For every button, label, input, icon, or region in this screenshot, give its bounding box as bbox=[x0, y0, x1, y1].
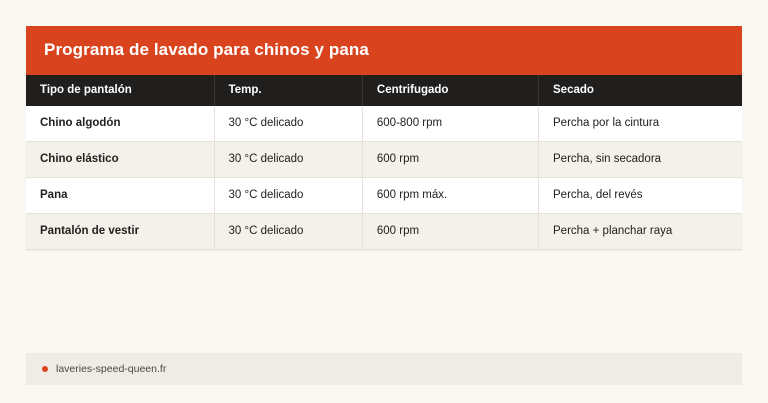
cell-temp: 30 °C delicado bbox=[214, 214, 362, 250]
cell-secado: Percha, del revés bbox=[539, 178, 742, 214]
cell-centrifugado: 600-800 rpm bbox=[362, 106, 538, 142]
table-row bbox=[26, 142, 742, 178]
table-row bbox=[26, 106, 742, 142]
column-header-centrifugado: Centrifugado bbox=[362, 75, 538, 106]
cell-centrifugado: 600 rpm bbox=[362, 214, 538, 250]
table-header-row bbox=[26, 75, 742, 106]
source-footer bbox=[26, 353, 742, 385]
bullet-dot-icon bbox=[42, 366, 48, 372]
column-header-secado: Secado bbox=[539, 75, 742, 106]
wash-program-table bbox=[26, 75, 742, 250]
table-row bbox=[26, 214, 742, 250]
source-label: laveries-speed-queen.fr bbox=[56, 363, 167, 375]
cell-centrifugado: 600 rpm máx. bbox=[362, 178, 538, 214]
cell-temp: 30 °C delicado bbox=[214, 178, 362, 214]
cell-temp: 30 °C delicado bbox=[214, 106, 362, 142]
column-header-tipo: Tipo de pantalón bbox=[26, 75, 214, 106]
cell-secado: Percha + planchar raya bbox=[539, 214, 742, 250]
table-row bbox=[26, 178, 742, 214]
table-body bbox=[26, 106, 742, 250]
cell-tipo: Pantalón de vestir bbox=[26, 214, 214, 250]
cell-secado: Percha por la cintura bbox=[539, 106, 742, 142]
column-header-temp: Temp. bbox=[214, 75, 362, 106]
cell-tipo: Pana bbox=[26, 178, 214, 214]
cell-secado: Percha, sin secadora bbox=[539, 142, 742, 178]
page-title: Programa de lavado para chinos y pana bbox=[26, 26, 742, 75]
cell-centrifugado: 600 rpm bbox=[362, 142, 538, 178]
table-header bbox=[26, 75, 742, 106]
cell-tipo: Chino algodón bbox=[26, 106, 214, 142]
cell-temp: 30 °C delicado bbox=[214, 142, 362, 178]
cell-tipo: Chino elástico bbox=[26, 142, 214, 178]
wash-program-card bbox=[26, 26, 742, 250]
